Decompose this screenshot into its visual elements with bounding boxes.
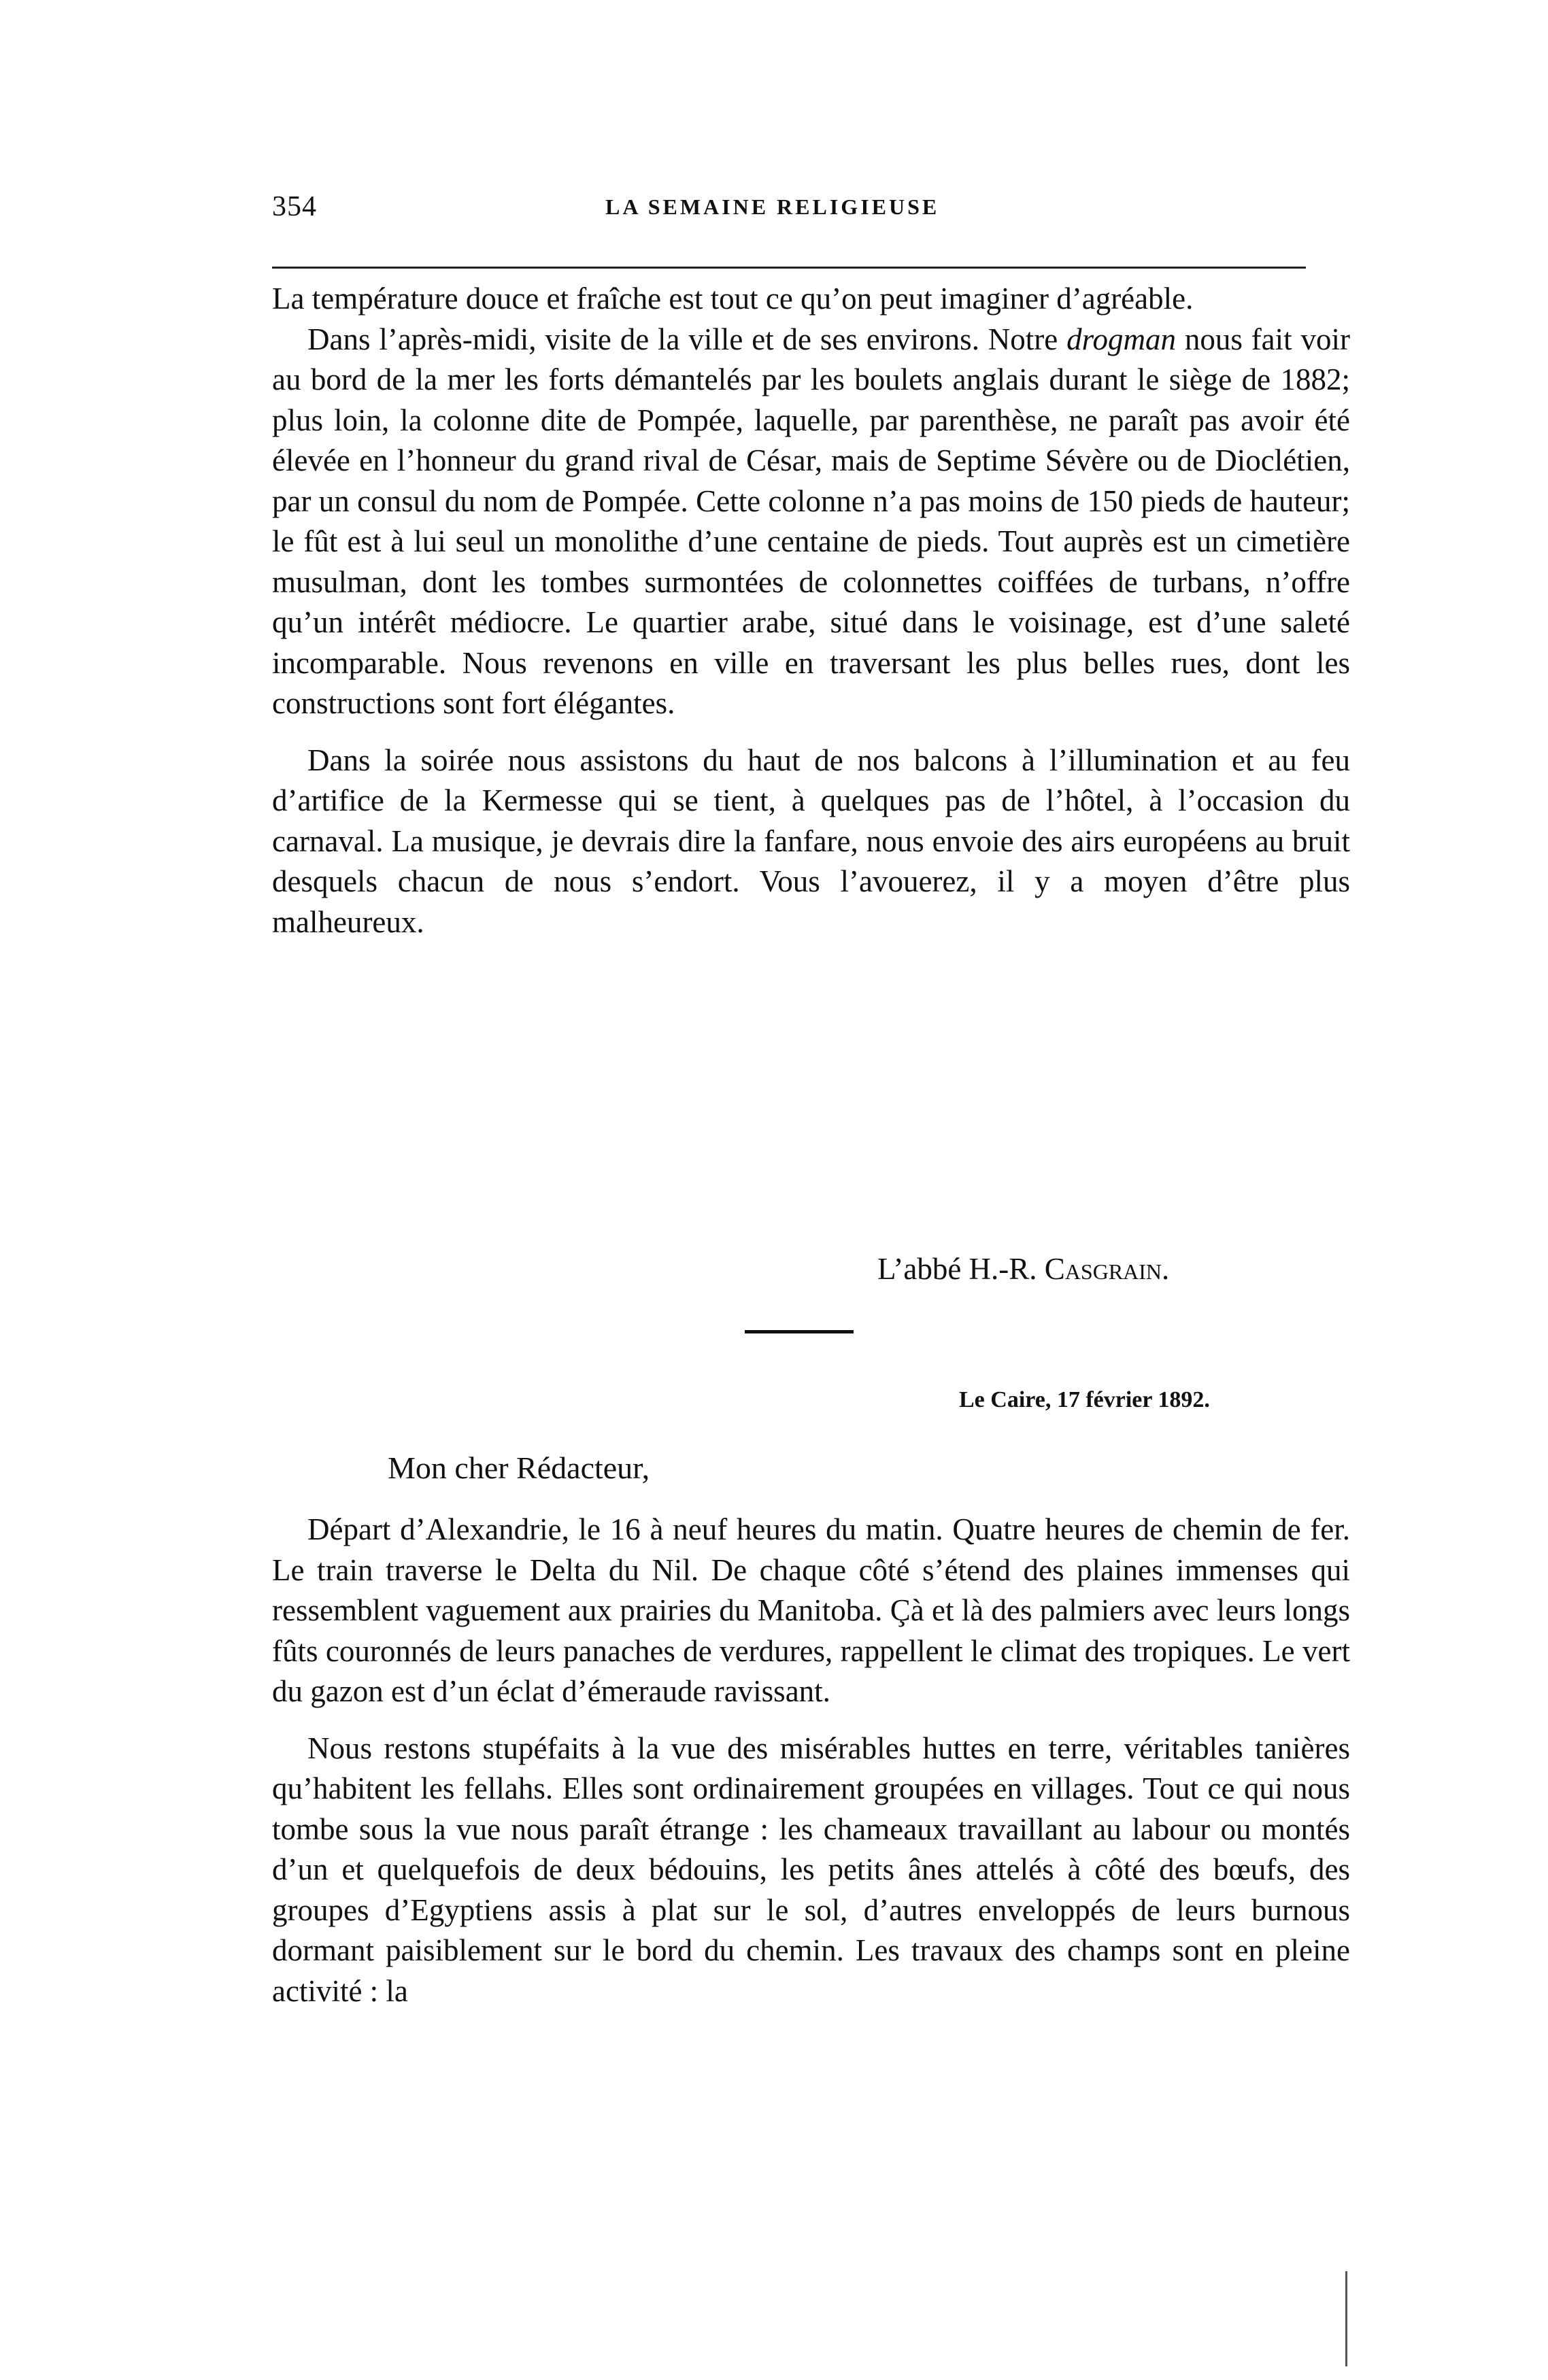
dateline: Le Caire, 17 février 1892. — [959, 1387, 1210, 1412]
header-rule — [272, 267, 1306, 269]
italic-term: drogman — [1066, 322, 1176, 356]
paragraph: Départ d’Alexandrie, le 16 à neuf heures du matin. Quatre heures de chemin de fer. Le train traverse le Delta du Nil. De chaque côté s’étend des plaines immenses qui ressemblent vaguement aux prairies du Manitoba. Çà et là des palmiers avec leurs longs fûts couronnés de leurs panaches de verdures, rappellent le climat des tropiques. Le vert du gazon est d’un éclat d’émeraude ravissant. — [272, 1512, 1350, 1708]
signature-name: Casgrain. — [1044, 1252, 1170, 1286]
paragraph-text: nous fait voir au bord de la mer les forts démantelés par les boulets anglais durant le siège de 1882; plus loin, la colonne dite de Pompée, laquelle, par parenthèse, ne paraît pas avoir été élevée en l’honneur du grand rival de César, mais de Septime Sévère ou de Dioclétien, par un consul du nom de Pompée. Cette colonne n’a pas moins de 150 pieds de hauteur; le fût est à lui seul un monolithe d’une centaine de pieds. Tout auprès est un cimetière musulman, dont les tombes surmontées de colonnettes coiffées de turbans, n’offre qu’un intérêt médiocre. Le quartier arabe, situé dans le voisinage, est d’une saleté incomparable. Nous revenons en ville en traversant les plus belles rues, dont les constructions sont fort élégantes. — [272, 322, 1350, 720]
running-title: LA SEMAINE RELIGIEUSE — [605, 194, 940, 219]
paragraph-text: Dans l’après-midi, visite de la ville et de ses environs. Notre — [307, 322, 1067, 356]
signature-prefix: L’abbé H.-R. — [877, 1252, 1045, 1286]
paragraph: La température douce et fraîche est tout ce qu’on peut imaginer d’agréable. — [272, 282, 1194, 316]
margin-mark — [1345, 2271, 1347, 2366]
page-header — [272, 190, 1347, 231]
first-letter-body — [272, 279, 1350, 942]
salutation: Mon cher Rédacteur, — [388, 1450, 650, 1485]
paragraph: Nous restons stupéfaits à la vue des misérables huttes en terre, véritables tanières qu’habitent les fellahs. Elles sont ordinairement groupées en villages. Tout ce qui nous tombe sous la vue nous paraît étrange : les chameaux travaillant au labour ou montés d’un et quelquefois de deux bédouins, les petits ânes attelés à côté des bœufs, des groupes d’Egyptiens assis à plat sur le sol, d’autres enveloppés de leurs burnous dormant paisiblement sur le bord du chemin. Les travaux des champs sont en pleine activité : la — [272, 1731, 1350, 2008]
section-separator — [745, 1330, 854, 1333]
page-number: 354 — [272, 191, 317, 222]
paragraph: Dans la soirée nous assistons du haut de nos balcons à l’illumination et au feu d’artifice de la Kermesse qui se tient, à quelques pas de l’hôtel, à l’occasion du carnaval. La musique, je devrais dire la fanfare, nous envoie des airs européens au bruit desquels chacun de nous s’endort. Vous l’avouerez, il y a moyen d’être plus malheureux. — [272, 743, 1350, 939]
second-letter-body — [272, 1510, 1350, 2011]
signature — [877, 1251, 1169, 1287]
paragraph — [272, 320, 1350, 724]
